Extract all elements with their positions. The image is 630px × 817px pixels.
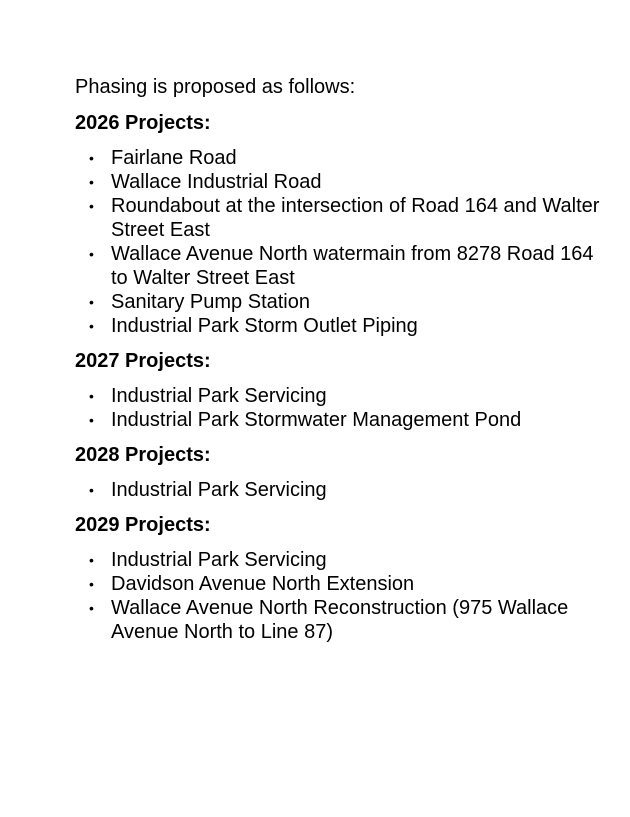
list-item-text: Industrial Park Storm Outlet Piping	[111, 315, 418, 337]
bullet-icon: •	[89, 412, 94, 428]
bullet-icon: •	[89, 576, 94, 592]
list-item-text: Industrial Park Servicing	[111, 385, 327, 407]
bullet-icon: •	[89, 600, 94, 616]
document-page	[75, 74, 605, 654]
list-item-text: Industrial Park Servicing	[111, 549, 327, 571]
list-item	[75, 478, 605, 502]
list-item	[75, 290, 605, 314]
project-list-2026	[75, 146, 605, 338]
project-list-2028	[75, 478, 605, 502]
list-item	[75, 572, 605, 596]
list-item-text: Industrial Park Servicing	[111, 479, 327, 501]
list-item	[75, 408, 605, 432]
list-item-text: Industrial Park Stormwater Management Pond	[111, 409, 522, 431]
list-item	[75, 170, 605, 194]
intro-paragraph: Phasing is proposed as follows:	[75, 76, 356, 98]
list-item	[75, 596, 605, 644]
list-item	[75, 194, 605, 242]
list-item-text: Wallace Industrial Road	[111, 171, 322, 193]
section-2027	[75, 348, 605, 432]
bullet-icon: •	[89, 388, 94, 404]
bullet-icon: •	[89, 552, 94, 568]
list-item-text: Wallace Avenue North watermain from 8278 Road 164 to Walter Street East	[111, 243, 594, 289]
section-heading-2026: 2026 Projects:	[75, 112, 211, 134]
section-heading-2029: 2029 Projects:	[75, 514, 211, 536]
project-list-2027	[75, 384, 605, 432]
section-2028	[75, 442, 605, 502]
list-item	[75, 242, 605, 290]
list-item	[75, 314, 605, 338]
bullet-icon: •	[89, 246, 94, 262]
project-list-2029	[75, 548, 605, 644]
list-item	[75, 384, 605, 408]
list-item-text: Roundabout at the intersection of Road 164 and Walter Street East	[111, 195, 600, 241]
list-item-text: Wallace Avenue North Reconstruction (975 Wallace Avenue North to Line 87)	[111, 597, 569, 643]
bullet-icon: •	[89, 318, 94, 334]
list-item-text: Sanitary Pump Station	[111, 291, 310, 313]
section-heading-2028: 2028 Projects:	[75, 444, 211, 466]
bullet-icon: •	[89, 174, 94, 190]
bullet-icon: •	[89, 150, 94, 166]
section-2026	[75, 110, 605, 338]
list-item	[75, 548, 605, 572]
list-item	[75, 146, 605, 170]
section-heading-2027: 2027 Projects:	[75, 350, 211, 372]
bullet-icon: •	[89, 482, 94, 498]
list-item-text: Davidson Avenue North Extension	[111, 573, 415, 595]
section-2029	[75, 512, 605, 644]
bullet-icon: •	[89, 198, 94, 214]
list-item-text: Fairlane Road	[111, 147, 237, 169]
bullet-icon: •	[89, 294, 94, 310]
